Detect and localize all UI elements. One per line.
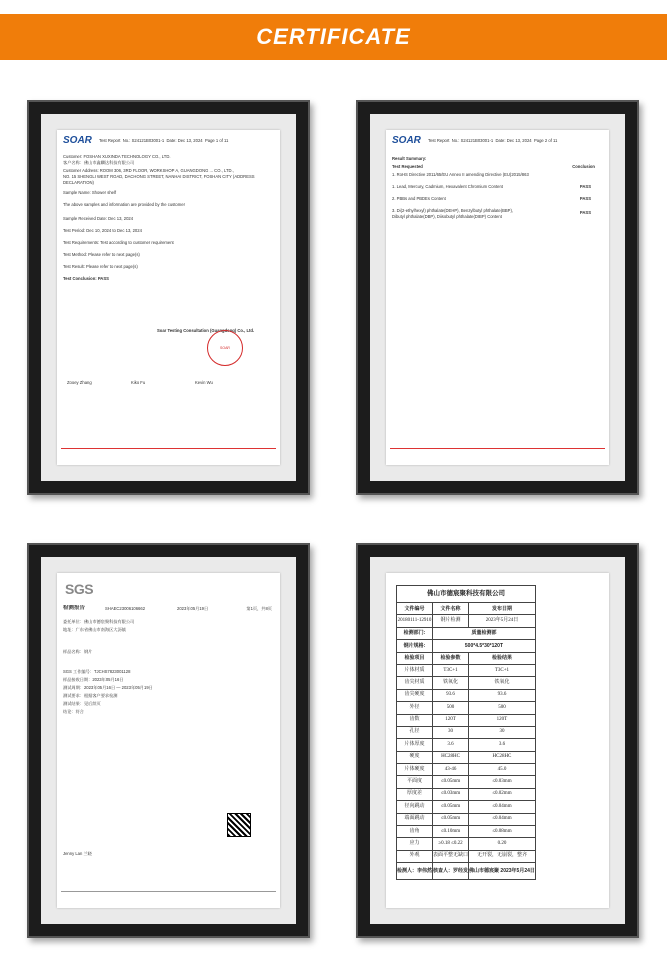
table-cell: 齿尖硬度	[397, 689, 433, 701]
table-header: 文件名称	[433, 603, 469, 615]
table-cell: 500	[433, 702, 469, 714]
table-header: 检验结果	[469, 652, 536, 664]
text-line: DECLARATION)	[63, 180, 94, 185]
inspector: 检测人：李伟然	[397, 863, 433, 880]
table-label: 检测部门:	[397, 627, 433, 639]
table-header: 发布日期	[469, 603, 536, 615]
table-cell: HC28HC	[469, 751, 536, 763]
inspection-table	[396, 585, 536, 880]
signer-name: Zooey Zhang	[67, 380, 92, 385]
table-cell: ≤0.04mm	[469, 801, 536, 813]
table-cell: 500	[469, 702, 536, 714]
signer-name: Kevin Wu	[195, 380, 213, 385]
table-cell: ≤0.05mm	[433, 801, 469, 813]
table-cell: 500*4.5*30*120T	[433, 640, 536, 652]
table-cell: ≤0.05mm	[433, 813, 469, 825]
table-cell: 平面度	[397, 776, 433, 788]
certificate-page-4	[386, 573, 609, 908]
signer-name: Jenny Lan 兰晓	[63, 851, 92, 856]
table-cell: 0.20	[469, 838, 536, 850]
text-line: Test Period: Dec 10, 2024 to Dec 13, 2024	[63, 228, 142, 233]
table-cell: 径向跳动	[397, 801, 433, 813]
company-stamp	[207, 330, 243, 366]
result-row: 3. Di(2-ethylhexyl) phthalate(DEHP), Benzylbutyl phthalate(BBP),	[392, 208, 514, 213]
table-cell: ≤0.10mm	[433, 826, 469, 838]
certificate-banner	[0, 14, 667, 60]
text-line: Customer Address: ROOM 306, 3RD FLOOR, WORKSHOP A, GUANGDONG ... CO., LTD.,	[63, 168, 234, 173]
pass-label: PASS	[579, 184, 591, 189]
text-line: 结论：符合	[63, 709, 84, 714]
text-line: Test Conclusion: PASS	[63, 276, 109, 281]
certificate-page-2	[386, 130, 609, 465]
text-line: 测试结果：见后续页	[63, 701, 101, 706]
pass-label: PASS	[579, 196, 591, 201]
report-date: 2023年05月19日	[177, 606, 209, 611]
text-line: 委托单位：佛山市德宸聚科技有限公司	[63, 619, 135, 624]
report-title: 检测报告	[63, 605, 86, 611]
reviewer: 核查人：罗经发	[433, 863, 469, 880]
table-cell: 3.6	[469, 739, 536, 751]
text-line: 地址：广东省佛山市南海区大沥镇	[63, 627, 126, 632]
table-cell: ≤0.04mm	[469, 813, 536, 825]
table-cell: ≤0.08mm	[469, 826, 536, 838]
table-cell: ≤0.02mm	[469, 788, 536, 800]
table-cell: ≤0.03mm	[433, 788, 469, 800]
table-cell: 质量检测部	[433, 627, 536, 639]
table-cell: 片体材质	[397, 664, 433, 676]
text-line: Test Requirements: Test according to customer requirement	[63, 240, 174, 245]
table-header: 检验项目	[397, 652, 433, 664]
report-label: Test Report	[428, 138, 450, 143]
certificate-frame-4	[356, 543, 639, 938]
footer-rule	[61, 891, 276, 892]
company-name: Soar Testing Consultation (Guangdong) Co., Ltd.	[157, 328, 255, 333]
banner-title: CERTIFICATE	[256, 24, 411, 49]
qr-code	[227, 813, 251, 837]
table-cell: T3C+1	[433, 664, 469, 676]
report-page: Page 2 of 11	[533, 138, 558, 143]
text-line: NO. 15 SHENGLI WEST ROAD, DACHONG STREET, NANHAI DISTRICT, FOSHAN CITY (ADDRESS	[63, 174, 255, 179]
footer-rule	[61, 448, 276, 449]
text-line: 测试周期：2023年05月16日 — 2023年05月19日	[63, 685, 153, 690]
table-cell: 20180111-12910	[397, 615, 433, 627]
table-label: 钢片规格:	[397, 640, 433, 652]
table-cell: HC28HC	[433, 751, 469, 763]
report-label: Test Report	[99, 138, 121, 143]
report-date: Date: Dec 13, 2024	[495, 138, 532, 143]
text-line: Customer: FOSHAN XUXINDA TECHNOLOGY CO., LTD.	[63, 154, 171, 159]
table-cell: 铁氧化	[433, 677, 469, 689]
stamp-text: SOAR	[220, 345, 230, 350]
certificate-frame-1	[27, 100, 310, 495]
certificate-page-3	[57, 573, 280, 908]
certificate-page-1	[57, 130, 280, 465]
table-cell: 钢片检测	[433, 615, 469, 627]
result-row: Dibutyl phthalate(DBP), Diisobutyl phthalate(DIBP) Content	[392, 214, 502, 219]
footer-rule	[390, 448, 605, 449]
report-number: SHAEC23006106662	[105, 606, 146, 611]
table-cell: 43-46	[433, 764, 469, 776]
report-date: Date: Dec 13, 2024	[166, 138, 203, 143]
text-line: Test Result: Please refer to next page(s)	[63, 264, 138, 269]
table-cell: 无开裂，无崩裂，整齐	[469, 850, 536, 862]
table-cell: 93.6	[469, 689, 536, 701]
result-row: 1. RoHS Directive 2011/65/EU Annex II amending Directive (EU)2015/863	[392, 172, 529, 177]
table-cell: 齿数	[397, 714, 433, 726]
table-cell: 2023年5月24日	[469, 615, 536, 627]
text-line: 样品接收日期：2023年05月16日	[63, 677, 124, 682]
table-header: 检验参数	[433, 652, 469, 664]
table-cell: 孔径	[397, 726, 433, 738]
soar-logo: SOAR	[392, 135, 421, 146]
col-test-requested: Test Requested	[392, 164, 423, 169]
table-cell: 120T	[433, 714, 469, 726]
approval-stamp: 佛山市德宸聚 2023年5月24日	[469, 863, 536, 880]
table-cell: 片体硬度	[397, 764, 433, 776]
text-line: 测试要求：根据客户要求检测	[63, 693, 118, 698]
pass-label: PASS	[579, 210, 591, 215]
report-number: No.: S24121B03001-1	[122, 138, 165, 143]
table-cell: 30	[469, 726, 536, 738]
table-cell: 片体厚度	[397, 739, 433, 751]
certificate-frame-2	[356, 100, 639, 495]
certificate-frame-3	[27, 543, 310, 938]
table-cell: ≤0.03mm	[469, 776, 536, 788]
table-cell: 外径	[397, 702, 433, 714]
table-cell: 表面平整无缺口	[433, 850, 469, 862]
table-cell: 硬度	[397, 751, 433, 763]
text-line: Sample Name: Shower shelf	[63, 190, 117, 195]
table-cell: 端面跳动	[397, 813, 433, 825]
report-page: Page 1 of 11	[204, 138, 229, 143]
company-title: 佛山市德宸聚科技有限公司	[397, 586, 536, 603]
soar-logo: SOAR	[63, 135, 92, 146]
table-cell: 45.0	[469, 764, 536, 776]
table-cell: T3C+1	[469, 664, 536, 676]
text-line: Test Method: Please refer to next page(s)	[63, 252, 140, 257]
table-cell: 齿角	[397, 826, 433, 838]
col-conclusion: Conclusion	[572, 164, 595, 169]
report-number: No.: S24121B03001-1	[451, 138, 494, 143]
result-row: 2. PBBs and PBDEs Content	[392, 196, 446, 201]
text-line: 客户名称：佛山市鑫麟达科技有限公司	[63, 160, 135, 165]
table-cell: 93.6	[433, 689, 469, 701]
text-line: 样品名称：钢片	[63, 649, 93, 654]
table-cell: ≥0.18 ≤0.22	[433, 838, 469, 850]
text-line: The above samples and information are provided by the customer	[63, 202, 185, 207]
table-cell: 厚度差	[397, 788, 433, 800]
table-header: 文件编号	[397, 603, 433, 615]
text-line: Sample Received Date: Dec 13, 2024	[63, 216, 134, 221]
table-cell: 120T	[469, 714, 536, 726]
result-row: 1. Lead, Mercury, Cadmium, Hexavalent Chromium Content	[392, 184, 503, 189]
report-page: 第1页，共8页	[246, 606, 272, 611]
table-cell: 外观	[397, 850, 433, 862]
table-cell: 铁氧化	[469, 677, 536, 689]
sgs-logo: SGS	[65, 581, 94, 597]
summary-title: Result Summary:	[392, 156, 427, 161]
table-cell: 应力	[397, 838, 433, 850]
table-cell: ≤0.05mm	[433, 776, 469, 788]
signer-name: Kiko Fu	[131, 380, 146, 385]
text-line: SGS 工作编号：TJCHS7823001128	[63, 669, 131, 674]
table-cell: 3.6	[433, 739, 469, 751]
table-cell: 齿尖材质	[397, 677, 433, 689]
table-cell: 30	[433, 726, 469, 738]
